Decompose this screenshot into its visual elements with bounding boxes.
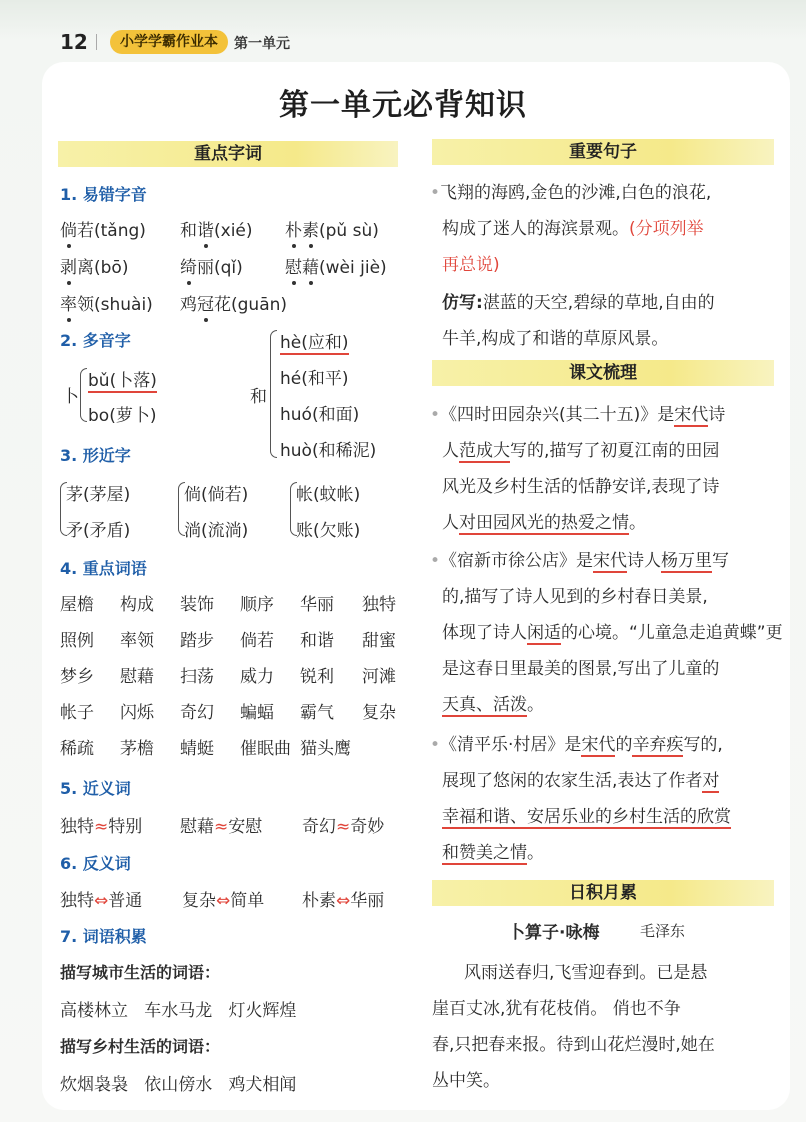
band-text-summary: 课文梳理	[432, 360, 774, 386]
pron-item: 绮丽(qǐ)	[180, 258, 243, 278]
pron-item: 倘若(tǎng)	[60, 221, 146, 241]
similar-char: 矛(矛盾)	[66, 521, 131, 541]
book-tag: 小学学霸作业本	[110, 30, 228, 54]
summary-line: 和赞美之情。	[442, 843, 544, 863]
summary-line: 人范成大写的,描写了初夏江南的田园	[442, 441, 720, 461]
polyphone-item: huó(和面)	[280, 405, 360, 425]
key-term: 慰藉	[120, 667, 154, 687]
summary-line: 天真、活泼。	[442, 695, 544, 715]
pron-item: 率领(shuài)	[60, 295, 153, 315]
imitation-line: 仿写:湛蓝的天空,碧绿的草地,自由的	[442, 293, 715, 313]
brace	[270, 330, 277, 458]
poem-line: 春,只把春来报。待到山花烂漫时,她在	[432, 1035, 715, 1055]
similar-char: 账(欠账)	[296, 521, 361, 541]
summary-line: 幸福和谐、安居乐业的乡村生活的欣赏	[442, 807, 731, 827]
key-term: 河滩	[362, 667, 396, 687]
key-term: 扫荡	[180, 667, 214, 687]
key-term: 复杂	[362, 703, 396, 723]
pron-item: 慰藉(wèi jiè)	[285, 258, 387, 278]
synonym-pair: 慰藉≈安慰	[180, 817, 263, 837]
pron-item: 朴素(pǔ sù)	[285, 221, 379, 241]
polyphone-item: bo(萝卜)	[88, 406, 157, 426]
key-term: 蝙蝠	[240, 703, 274, 723]
polyphone-char-bu: 卜	[62, 387, 79, 407]
band-daily-accumulation: 日积月累	[432, 880, 774, 906]
heading-antonyms: 6. 反义词	[60, 854, 131, 873]
synonym-pair: 独特≈特别	[60, 817, 143, 837]
band-key-sentences: 重要句子	[432, 139, 774, 165]
unit-label: 第一单元	[234, 36, 290, 52]
polyphone-item: hé(和平)	[280, 369, 349, 389]
key-term: 蜻蜓	[180, 739, 214, 759]
key-term: 倘若	[240, 631, 274, 651]
key-term: 装饰	[180, 595, 214, 615]
pron-item: 鸡冠花(guān)	[180, 295, 288, 315]
heading-key-terms: 4. 重点词语	[60, 559, 147, 578]
key-term: 构成	[120, 595, 154, 615]
heading-polyphone: 2. 多音字	[60, 331, 131, 350]
village-words: 炊烟袅袅 依山傍水 鸡犬相闻	[60, 1075, 297, 1095]
key-term: 梦乡	[60, 667, 94, 687]
key-term: 独特	[362, 595, 396, 615]
key-term: 稀疏	[60, 739, 94, 759]
key-term: 华丽	[300, 595, 334, 615]
summary-line: 是这春日里最美的图景,写出了儿童的	[442, 659, 720, 679]
key-term: 帐子	[60, 703, 94, 723]
page-number: 12	[60, 30, 88, 54]
antonym-pair: 朴素⇔华丽	[302, 891, 385, 911]
antonym-pair: 复杂⇔简单	[182, 891, 265, 911]
heading-synonyms: 5. 近义词	[60, 779, 131, 798]
key-term: 率领	[120, 631, 154, 651]
summary-line: 展现了悠闲的农家生活,表达了作者对	[442, 771, 720, 791]
poem-title: 卜算子·咏梅	[508, 923, 600, 943]
similar-char: 倘(倘若)	[184, 485, 249, 505]
key-term: 奇幻	[180, 703, 214, 723]
pron-item: 和谐(xié)	[180, 221, 253, 241]
header-bar	[0, 0, 806, 62]
poem-line: 风雨送春归,飞雪迎春到。已是悬	[464, 963, 708, 983]
poem-author: 毛泽东	[640, 922, 686, 940]
key-term: 茅檐	[120, 739, 154, 759]
polyphone-item: bǔ(卜落)	[88, 371, 157, 391]
antonym-pair: 独特⇔普通	[60, 891, 143, 911]
sentence-line: •飞翔的海鸥,金色的沙滩,白色的浪花,	[430, 183, 712, 203]
key-term: 锐利	[300, 667, 334, 687]
brace	[80, 368, 87, 422]
summary-line: 的,描写了诗人见到的乡村春日美景,	[442, 587, 708, 607]
similar-char: 帐(蚊帐)	[296, 485, 361, 505]
imitation-line: 牛羊,构成了和谐的草原风景。	[442, 329, 669, 349]
key-term: 踏步	[180, 631, 214, 651]
village-label: 描写乡村生活的词语：	[60, 1037, 221, 1056]
similar-char: 茅(茅屋)	[66, 485, 131, 505]
polyphone-item: huò(和稀泥)	[280, 441, 377, 461]
key-term: 屋檐	[60, 595, 94, 615]
summary-line: 人对田园风光的热爱之情。	[442, 513, 646, 533]
key-term: 照例	[60, 631, 94, 651]
similar-char: 淌(流淌)	[184, 521, 249, 541]
key-term: 威力	[240, 667, 274, 687]
key-term: 甜蜜	[362, 631, 396, 651]
city-words: 高楼林立 车水马龙 灯火辉煌	[60, 1001, 297, 1021]
summary-line: •《宿新市徐公店》是宋代诗人杨万里写	[430, 551, 730, 571]
synonym-pair: 奇幻≈奇妙	[302, 817, 385, 837]
header-divider	[96, 34, 97, 50]
polyphone-item: hè(应和)	[280, 333, 349, 353]
sentence-line: 构成了迷人的海滨景观。(分项列举	[442, 219, 704, 239]
summary-line: •《清平乐·村居》是宋代的辛弃疾写的,	[430, 735, 723, 755]
poem-line: 丛中笑。	[432, 1071, 500, 1091]
key-term: 闪烁	[120, 703, 154, 723]
summary-line: 体现了诗人闲适的心境。“儿童急走追黄蝶”更	[442, 623, 783, 643]
pron-item: 剥离(bō)	[60, 258, 129, 278]
polyphone-char-he: 和	[250, 387, 267, 407]
sentence-note: 再总说)	[442, 255, 500, 275]
city-label: 描写城市生活的词语：	[60, 963, 221, 982]
key-term: 霸气	[300, 703, 334, 723]
key-term: 猫头鹰	[300, 739, 351, 759]
key-term: 顺序	[240, 595, 274, 615]
heading-vocab: 7. 词语积累	[60, 927, 147, 946]
summary-line: 风光及乡村生活的恬静安详,表现了诗	[442, 477, 720, 497]
key-term: 催眠曲	[240, 739, 291, 759]
poem-line: 崖百丈冰,犹有花枝俏。 俏也不争	[432, 999, 681, 1019]
band-key-words: 重点字词	[58, 141, 398, 167]
heading-pronunciation: 1. 易错字音	[60, 185, 147, 204]
page-title: 第一单元必背知识	[279, 88, 527, 123]
heading-similar-chars: 3. 形近字	[60, 446, 131, 465]
key-term: 和谐	[300, 631, 334, 651]
summary-line: •《四时田园杂兴(其二十五)》是宋代诗	[430, 405, 726, 425]
